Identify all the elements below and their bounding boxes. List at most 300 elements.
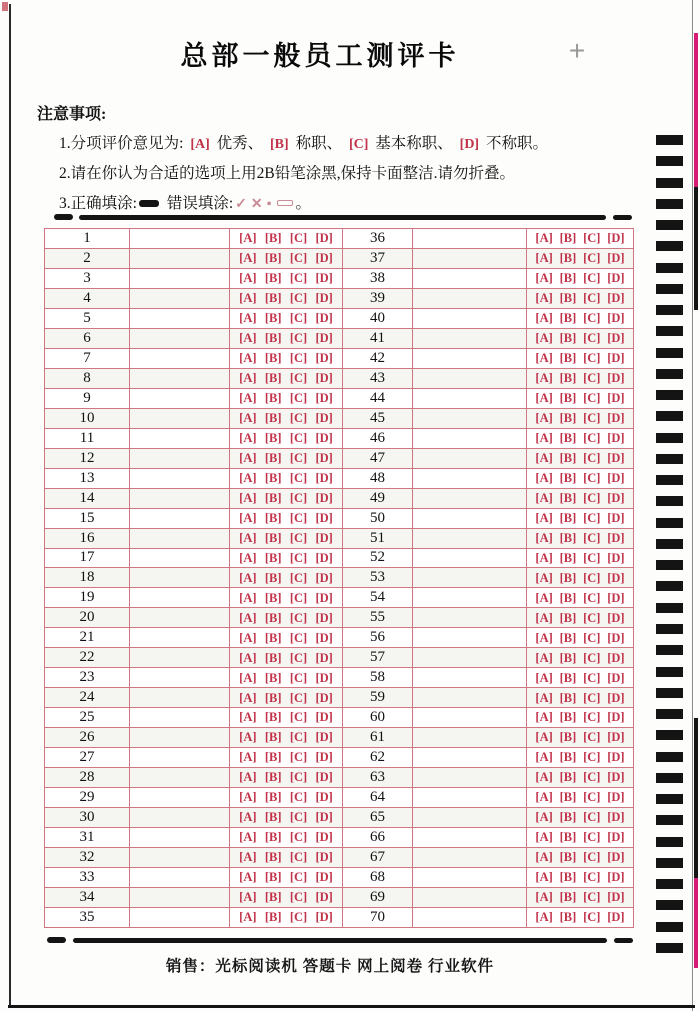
option-group: [230, 628, 343, 647]
wrong-check-icon: ✓: [235, 197, 247, 212]
bubble-B[interactable]: [B]: [559, 910, 577, 925]
bubble-D[interactable]: [D]: [315, 690, 333, 705]
bubble-D[interactable]: [D]: [315, 371, 333, 386]
bubble-A[interactable]: [A]: [239, 311, 257, 326]
bubble-B[interactable]: [B]: [264, 271, 282, 286]
bubble-D[interactable]: [D]: [315, 670, 333, 685]
bubble-A[interactable]: [A]: [239, 490, 257, 505]
bubble-C[interactable]: [C]: [289, 510, 308, 525]
bubble-A[interactable]: [A]: [535, 291, 553, 306]
bubble-A[interactable]: [A]: [535, 810, 553, 825]
bubble-A[interactable]: [A]: [535, 590, 553, 605]
bubble-C[interactable]: [C]: [583, 331, 601, 346]
answer-row: [45, 808, 633, 828]
bubble-D[interactable]: [D]: [315, 810, 333, 825]
bubble-C[interactable]: [C]: [583, 650, 601, 665]
bubble-D[interactable]: [D]: [607, 850, 625, 865]
bubble-A[interactable]: [A]: [239, 830, 257, 845]
bubble-D[interactable]: [D]: [607, 650, 625, 665]
bubble-A[interactable]: [A]: [535, 730, 553, 745]
bubble-A[interactable]: [A]: [239, 331, 257, 346]
bubble-C[interactable]: [C]: [583, 710, 601, 725]
bubble-C[interactable]: [C]: [583, 490, 601, 505]
bubble-A[interactable]: [A]: [535, 410, 553, 425]
bubble-B[interactable]: [B]: [559, 530, 577, 545]
bubble-B[interactable]: [B]: [264, 430, 282, 445]
bubble-C[interactable]: [C]: [289, 690, 308, 705]
bubble-B[interactable]: [B]: [559, 450, 577, 465]
bubble-C[interactable]: [C]: [583, 530, 601, 545]
bubble-C[interactable]: [C]: [583, 430, 601, 445]
bubble-A[interactable]: [A]: [239, 870, 257, 885]
bubble-B[interactable]: [B]: [264, 231, 282, 246]
bubble-C[interactable]: [C]: [289, 251, 308, 266]
bubble-A[interactable]: [A]: [239, 810, 257, 825]
bubble-B[interactable]: [B]: [559, 610, 577, 625]
bubble-A[interactable]: [A]: [239, 450, 257, 465]
bubble-B[interactable]: [B]: [264, 490, 282, 505]
bubble-A[interactable]: [A]: [535, 710, 553, 725]
response-blank-cell: [130, 549, 230, 568]
bubble-D[interactable]: [D]: [315, 351, 333, 366]
bubble-A[interactable]: [A]: [535, 390, 553, 405]
bubble-B[interactable]: [B]: [559, 790, 577, 805]
bubble-C[interactable]: [C]: [583, 750, 601, 765]
bubble-A[interactable]: [A]: [535, 670, 553, 685]
bubble-B[interactable]: [B]: [264, 331, 282, 346]
bubble-C[interactable]: [C]: [289, 590, 308, 605]
bubble-C[interactable]: [C]: [289, 430, 308, 445]
bubble-D[interactable]: [D]: [607, 510, 625, 525]
bubble-B[interactable]: [B]: [264, 830, 282, 845]
bubble-A[interactable]: [A]: [239, 390, 257, 405]
bubble-C[interactable]: [C]: [289, 550, 308, 565]
bubble-C[interactable]: [C]: [583, 231, 601, 246]
bubble-B[interactable]: [B]: [559, 231, 577, 246]
bubble-B[interactable]: [B]: [264, 690, 282, 705]
bubble-B[interactable]: [B]: [264, 790, 282, 805]
bubble-B[interactable]: [B]: [559, 690, 577, 705]
bubble-B[interactable]: [B]: [264, 410, 282, 425]
bubble-B[interactable]: [B]: [559, 390, 577, 405]
bubble-B[interactable]: [B]: [264, 810, 282, 825]
bubble-D[interactable]: [D]: [607, 470, 625, 485]
bubble-D[interactable]: [D]: [315, 450, 333, 465]
bubble-B[interactable]: [B]: [264, 610, 282, 625]
bubble-D[interactable]: [D]: [607, 251, 625, 266]
bubble-A[interactable]: [A]: [239, 410, 257, 425]
bubble-D[interactable]: [D]: [607, 790, 625, 805]
bubble-C[interactable]: [C]: [583, 291, 601, 306]
bubble-D[interactable]: [D]: [315, 510, 333, 525]
bubble-D[interactable]: [D]: [607, 490, 625, 505]
bubble-C[interactable]: [C]: [583, 470, 601, 485]
bubble-A[interactable]: [A]: [535, 371, 553, 386]
bubble-D[interactable]: [D]: [315, 390, 333, 405]
bubble-D[interactable]: [D]: [315, 770, 333, 785]
bubble-C[interactable]: [C]: [289, 890, 308, 905]
bubble-A[interactable]: [A]: [239, 850, 257, 865]
bubble-A[interactable]: [A]: [239, 750, 257, 765]
bubble-D[interactable]: [D]: [607, 371, 625, 386]
bubble-A[interactable]: [A]: [239, 630, 257, 645]
bubble-C[interactable]: [C]: [583, 730, 601, 745]
bubble-C[interactable]: [C]: [289, 850, 308, 865]
option-group: [527, 529, 633, 548]
bubble-A[interactable]: [A]: [535, 450, 553, 465]
bubble-D[interactable]: [D]: [315, 331, 333, 346]
bubble-B[interactable]: [B]: [264, 390, 282, 405]
bubble-A[interactable]: [A]: [239, 291, 257, 306]
bubble-B[interactable]: [B]: [264, 710, 282, 725]
bubble-A[interactable]: [A]: [535, 770, 553, 785]
bubble-A[interactable]: [A]: [239, 251, 257, 266]
bubble-B[interactable]: [B]: [264, 510, 282, 525]
bubble-D[interactable]: [D]: [315, 550, 333, 565]
bubble-B[interactable]: [B]: [559, 750, 577, 765]
bubble-C[interactable]: [C]: [289, 810, 308, 825]
bubble-B[interactable]: [B]: [264, 630, 282, 645]
bubble-D[interactable]: [D]: [315, 850, 333, 865]
bubble-A[interactable]: [A]: [535, 430, 553, 445]
bubble-C[interactable]: [C]: [289, 750, 308, 765]
bubble-D[interactable]: [D]: [315, 291, 333, 306]
bubble-A[interactable]: [A]: [535, 890, 553, 905]
bubble-D[interactable]: [D]: [607, 351, 625, 366]
bubble-D[interactable]: [D]: [315, 271, 333, 286]
bubble-C[interactable]: [C]: [583, 670, 601, 685]
bubble-C[interactable]: [C]: [289, 291, 308, 306]
bubble-C[interactable]: [C]: [289, 670, 308, 685]
bubble-C[interactable]: [C]: [289, 410, 308, 425]
grade-option-a: [A]: [190, 137, 210, 152]
bubble-B[interactable]: [B]: [559, 770, 577, 785]
bubble-A[interactable]: [A]: [535, 750, 553, 765]
bubble-D[interactable]: [D]: [607, 550, 625, 565]
bubble-C[interactable]: [C]: [289, 331, 308, 346]
bubble-A[interactable]: [A]: [535, 530, 553, 545]
bubble-D[interactable]: [D]: [607, 331, 625, 346]
bubble-B[interactable]: [B]: [264, 910, 282, 925]
bubble-C[interactable]: [C]: [583, 351, 601, 366]
bubble-B[interactable]: [B]: [559, 470, 577, 485]
bubble-A[interactable]: [A]: [535, 331, 553, 346]
bubble-C[interactable]: [C]: [583, 590, 601, 605]
bubble-C[interactable]: [C]: [289, 650, 308, 665]
bubble-D[interactable]: [D]: [315, 750, 333, 765]
bubble-C[interactable]: [C]: [583, 850, 601, 865]
bubble-C[interactable]: [C]: [289, 490, 308, 505]
bubble-A[interactable]: [A]: [535, 251, 553, 266]
option-group: [230, 868, 343, 887]
bubble-D[interactable]: [D]: [315, 730, 333, 745]
bubble-D[interactable]: [D]: [607, 311, 625, 326]
bubble-D[interactable]: [D]: [607, 590, 625, 605]
bubble-D[interactable]: [D]: [607, 410, 625, 425]
bubble-B[interactable]: [B]: [559, 570, 577, 585]
bubble-B[interactable]: [B]: [264, 770, 282, 785]
bubble-A[interactable]: [A]: [239, 610, 257, 625]
bubble-B[interactable]: [B]: [264, 650, 282, 665]
bubble-D[interactable]: [D]: [315, 251, 333, 266]
bubble-D[interactable]: [D]: [315, 590, 333, 605]
bubble-B[interactable]: [B]: [559, 430, 577, 445]
bubble-D[interactable]: [D]: [607, 870, 625, 885]
bubble-D[interactable]: [D]: [607, 750, 625, 765]
bubble-A[interactable]: [A]: [239, 510, 257, 525]
bubble-A[interactable]: [A]: [535, 271, 553, 286]
bubble-A[interactable]: [A]: [239, 470, 257, 485]
bubble-B[interactable]: [B]: [264, 670, 282, 685]
bubble-C[interactable]: [C]: [583, 251, 601, 266]
bubble-C[interactable]: [C]: [583, 390, 601, 405]
bubble-B[interactable]: [B]: [559, 890, 577, 905]
bubble-B[interactable]: [B]: [559, 850, 577, 865]
bubble-D[interactable]: [D]: [315, 410, 333, 425]
bubble-C[interactable]: [C]: [289, 351, 308, 366]
bubble-B[interactable]: [B]: [559, 810, 577, 825]
bubble-D[interactable]: [D]: [607, 710, 625, 725]
bubble-C[interactable]: [C]: [583, 830, 601, 845]
bubble-D[interactable]: [D]: [315, 470, 333, 485]
bubble-A[interactable]: [A]: [535, 850, 553, 865]
bubble-A[interactable]: [A]: [535, 830, 553, 845]
bubble-A[interactable]: [A]: [535, 311, 553, 326]
bubble-D[interactable]: [D]: [315, 830, 333, 845]
bubble-D[interactable]: [D]: [607, 610, 625, 625]
bubble-C[interactable]: [C]: [583, 870, 601, 885]
response-blank-cell: [413, 728, 527, 747]
bubble-A[interactable]: [A]: [239, 710, 257, 725]
bubble-B[interactable]: [B]: [264, 351, 282, 366]
bubble-A[interactable]: [A]: [239, 371, 257, 386]
bubble-A[interactable]: [A]: [239, 231, 257, 246]
bubble-A[interactable]: [A]: [239, 550, 257, 565]
bubble-D[interactable]: [D]: [607, 291, 625, 306]
bubble-D[interactable]: [D]: [315, 790, 333, 805]
bubble-A[interactable]: [A]: [239, 430, 257, 445]
bubble-B[interactable]: [B]: [264, 450, 282, 465]
bubble-D[interactable]: [D]: [607, 271, 625, 286]
bubble-C[interactable]: [C]: [289, 830, 308, 845]
bubble-B[interactable]: [B]: [264, 890, 282, 905]
bubble-C[interactable]: [C]: [583, 271, 601, 286]
bubble-C[interactable]: [C]: [583, 371, 601, 386]
bubble-A[interactable]: [A]: [535, 351, 553, 366]
bubble-C[interactable]: [C]: [289, 610, 308, 625]
bubble-C[interactable]: [C]: [289, 470, 308, 485]
bubble-A[interactable]: [A]: [535, 610, 553, 625]
bubble-D[interactable]: [D]: [607, 730, 625, 745]
bubble-C[interactable]: [C]: [289, 730, 308, 745]
bubble-B[interactable]: [B]: [559, 710, 577, 725]
bubble-B[interactable]: [B]: [559, 351, 577, 366]
bubble-D[interactable]: [D]: [315, 490, 333, 505]
bubble-B[interactable]: [B]: [559, 410, 577, 425]
bubble-C[interactable]: [C]: [289, 790, 308, 805]
bubble-D[interactable]: [D]: [315, 430, 333, 445]
bubble-D[interactable]: [D]: [315, 610, 333, 625]
bubble-C[interactable]: [C]: [289, 910, 308, 925]
bubble-C[interactable]: [C]: [583, 570, 601, 585]
bubble-D[interactable]: [D]: [607, 630, 625, 645]
bubble-A[interactable]: [A]: [535, 550, 553, 565]
bubble-A[interactable]: [A]: [239, 770, 257, 785]
bubble-A[interactable]: [A]: [239, 890, 257, 905]
response-blank-cell: [130, 509, 230, 528]
option-group: [230, 449, 343, 468]
bubble-B[interactable]: [B]: [264, 850, 282, 865]
bubble-D[interactable]: [D]: [607, 830, 625, 845]
bubble-D[interactable]: [D]: [607, 890, 625, 905]
bubble-B[interactable]: [B]: [264, 550, 282, 565]
bubble-B[interactable]: [B]: [264, 590, 282, 605]
bubble-B[interactable]: [B]: [559, 291, 577, 306]
bubble-B[interactable]: [B]: [559, 550, 577, 565]
bubble-D[interactable]: [D]: [315, 870, 333, 885]
bubble-D[interactable]: [D]: [315, 570, 333, 585]
response-blank-cell: [413, 848, 527, 867]
bubble-A[interactable]: [A]: [239, 590, 257, 605]
bubble-A[interactable]: [A]: [239, 690, 257, 705]
bubble-A[interactable]: [A]: [535, 470, 553, 485]
bubble-D[interactable]: [D]: [315, 311, 333, 326]
bubble-B[interactable]: [B]: [559, 311, 577, 326]
bubble-B[interactable]: [B]: [559, 650, 577, 665]
bubble-C[interactable]: [C]: [583, 630, 601, 645]
bubble-B[interactable]: [B]: [264, 730, 282, 745]
bubble-A[interactable]: [A]: [535, 910, 553, 925]
bubble-B[interactable]: [B]: [264, 311, 282, 326]
bubble-B[interactable]: [B]: [559, 271, 577, 286]
bubble-C[interactable]: [C]: [289, 710, 308, 725]
bubble-B[interactable]: [B]: [264, 291, 282, 306]
bubble-C[interactable]: [C]: [583, 450, 601, 465]
bubble-A[interactable]: [A]: [535, 630, 553, 645]
bubble-C[interactable]: [C]: [583, 910, 601, 925]
bubble-C[interactable]: [C]: [289, 870, 308, 885]
option-group: [230, 329, 343, 348]
bubble-D[interactable]: [D]: [315, 630, 333, 645]
bubble-B[interactable]: [B]: [559, 490, 577, 505]
bubble-C[interactable]: [C]: [289, 530, 308, 545]
bubble-A[interactable]: [A]: [239, 530, 257, 545]
bubble-C[interactable]: [C]: [583, 810, 601, 825]
bubble-A[interactable]: [A]: [239, 650, 257, 665]
bubble-B[interactable]: [B]: [559, 371, 577, 386]
bubble-B[interactable]: [B]: [559, 590, 577, 605]
bubble-A[interactable]: [A]: [239, 730, 257, 745]
bubble-D[interactable]: [D]: [315, 890, 333, 905]
option-group: [527, 768, 633, 787]
bubble-B[interactable]: [B]: [264, 371, 282, 386]
bubble-D[interactable]: [D]: [607, 390, 625, 405]
bubble-D[interactable]: [D]: [315, 910, 333, 925]
bubble-A[interactable]: [A]: [239, 271, 257, 286]
answer-row: [45, 549, 633, 569]
response-blank-cell: [413, 509, 527, 528]
bubble-D[interactable]: [D]: [607, 450, 625, 465]
bubble-A[interactable]: [A]: [239, 670, 257, 685]
bubble-A[interactable]: [A]: [535, 510, 553, 525]
bubble-C[interactable]: [C]: [289, 231, 308, 246]
bubble-A[interactable]: [A]: [239, 790, 257, 805]
bubble-B[interactable]: [B]: [264, 251, 282, 266]
bubble-C[interactable]: [C]: [289, 371, 308, 386]
bubble-B[interactable]: [B]: [264, 570, 282, 585]
bubble-D[interactable]: [D]: [607, 530, 625, 545]
bubble-C[interactable]: [C]: [289, 311, 308, 326]
bubble-C[interactable]: [C]: [583, 890, 601, 905]
bubble-A[interactable]: [A]: [535, 231, 553, 246]
question-number: 4: [45, 289, 130, 308]
bubble-D[interactable]: [D]: [607, 231, 625, 246]
bubble-C[interactable]: [C]: [289, 390, 308, 405]
bubble-A[interactable]: [A]: [535, 650, 553, 665]
bubble-A[interactable]: [A]: [535, 570, 553, 585]
bubble-D[interactable]: [D]: [607, 670, 625, 685]
bubble-D[interactable]: [D]: [607, 570, 625, 585]
bubble-C[interactable]: [C]: [583, 510, 601, 525]
bubble-C[interactable]: [C]: [289, 450, 308, 465]
bubble-C[interactable]: [C]: [583, 410, 601, 425]
bubble-D[interactable]: [D]: [607, 430, 625, 445]
bubble-C[interactable]: [C]: [583, 770, 601, 785]
bubble-D[interactable]: [D]: [607, 690, 625, 705]
bubble-C[interactable]: [C]: [289, 271, 308, 286]
bubble-C[interactable]: [C]: [289, 770, 308, 785]
option-group: [527, 549, 633, 568]
bubble-C[interactable]: [C]: [583, 790, 601, 805]
bubble-C[interactable]: [C]: [583, 610, 601, 625]
bubble-D[interactable]: [D]: [607, 910, 625, 925]
bubble-B[interactable]: [B]: [559, 331, 577, 346]
bubble-A[interactable]: [A]: [239, 570, 257, 585]
bubble-D[interactable]: [D]: [315, 231, 333, 246]
bubble-C[interactable]: [C]: [289, 570, 308, 585]
bubble-C[interactable]: [C]: [289, 630, 308, 645]
bubble-D[interactable]: [D]: [607, 770, 625, 785]
bubble-C[interactable]: [C]: [583, 550, 601, 565]
bubble-A[interactable]: [A]: [535, 870, 553, 885]
bubble-B[interactable]: [B]: [559, 830, 577, 845]
bubble-B[interactable]: [B]: [559, 870, 577, 885]
bubble-D[interactable]: [D]: [315, 650, 333, 665]
bubble-B[interactable]: [B]: [264, 530, 282, 545]
answer-row: [45, 529, 633, 549]
bubble-B[interactable]: [B]: [559, 510, 577, 525]
bubble-B[interactable]: [B]: [559, 730, 577, 745]
bubble-D[interactable]: [D]: [607, 810, 625, 825]
bubble-A[interactable]: [A]: [535, 490, 553, 505]
bubble-B[interactable]: [B]: [559, 670, 577, 685]
bubble-A[interactable]: [A]: [239, 351, 257, 366]
bubble-B[interactable]: [B]: [264, 750, 282, 765]
bubble-D[interactable]: [D]: [315, 710, 333, 725]
bubble-D[interactable]: [D]: [315, 530, 333, 545]
answer-row: [45, 289, 633, 309]
option-group: [230, 489, 343, 508]
bubble-A[interactable]: [A]: [535, 690, 553, 705]
bubble-A[interactable]: [A]: [239, 910, 257, 925]
bubble-B[interactable]: [B]: [264, 470, 282, 485]
bubble-A[interactable]: [A]: [535, 790, 553, 805]
bubble-B[interactable]: [B]: [264, 870, 282, 885]
bubble-C[interactable]: [C]: [583, 311, 601, 326]
bubble-C[interactable]: [C]: [583, 690, 601, 705]
bubble-B[interactable]: [B]: [559, 251, 577, 266]
bubble-B[interactable]: [B]: [559, 630, 577, 645]
